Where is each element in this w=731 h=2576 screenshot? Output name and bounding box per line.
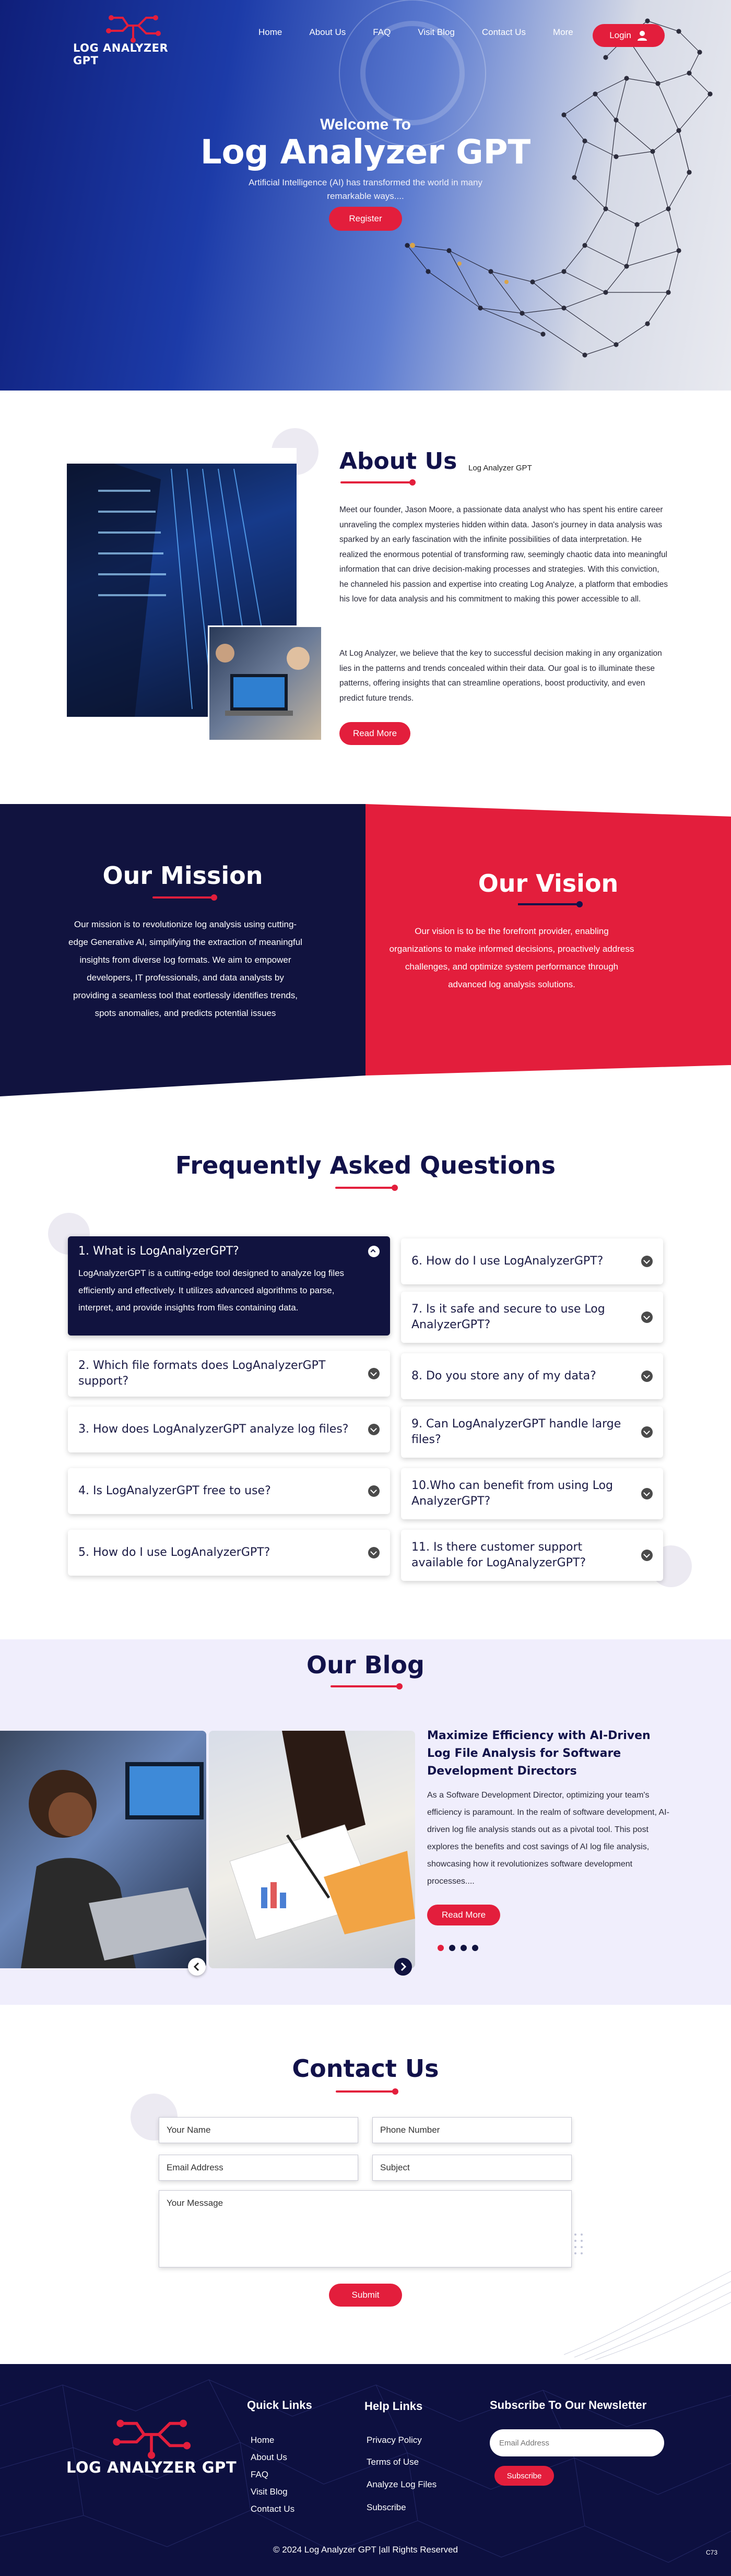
mission-vision-section — [0, 804, 731, 1096]
blog-section — [0, 1639, 731, 2005]
phone-field[interactable] — [372, 2117, 572, 2143]
faq-question: 1. What is LogAnalyzerGPT? — [78, 1245, 239, 1258]
nav-home[interactable]: Home — [258, 27, 282, 37]
faq-question: 5. How do I use LogAnalyzerGPT? — [78, 1546, 270, 1559]
faq-title: Frequently Asked Questions — [175, 1151, 556, 1179]
footer-link-privacy-policy[interactable]: Privacy Policy — [367, 2435, 422, 2445]
subject-field[interactable] — [372, 2155, 572, 2181]
nav-faq[interactable]: FAQ — [373, 27, 391, 37]
carousel-dot[interactable] — [461, 1945, 467, 1951]
arrow-left-icon — [188, 1958, 206, 1976]
blog-image-woman-laptop — [0, 1731, 206, 1968]
user-icon — [636, 30, 648, 41]
chevron-down-icon[interactable] — [368, 1485, 380, 1497]
footer — [0, 2364, 731, 2576]
chevron-down-icon[interactable] — [641, 1256, 653, 1267]
blog-post-title[interactable]: Maximize Efficiency with AI-Driven Log File Analysis for Software Development Directors — [427, 1729, 651, 1778]
blog-post-text: As a Software Development Director, optimizing your team's efficiency is paramount. In the realm of software development, AI-driven log file analysis stands out as a pivotal tool. This post explores the benefits and cost savings of AI log file analysis, showcasing how it revolutionizes software development processes.... — [427, 1791, 669, 1886]
newsletter-email-field[interactable] — [490, 2429, 664, 2456]
faq-answer: LogAnalyzerGPT is a cutting-edge tool designed to analyze log files efficiently and effectively. It utilizes advanced algorithms to parse, interpret, and provide insights from files containing data. — [78, 1268, 345, 1313]
nav-more[interactable]: More — [552, 27, 573, 37]
message-input[interactable] — [159, 2191, 571, 2267]
email-input[interactable] — [159, 2155, 358, 2180]
mission-title: Our Mission — [102, 861, 263, 890]
faq-question: 7. Is it safe and secure to use Log AnalyzerGPT? — [411, 1303, 605, 1331]
faq-question: 6. How do I use LogAnalyzerGPT? — [411, 1255, 604, 1268]
name-field[interactable] — [159, 2117, 358, 2143]
login-label: Login — [609, 30, 631, 40]
about-paragraph-2: At Log Analyzer, we believe that the key to successful decision making in any organization lies in the patterns and trends concealed within their data. Our goal is to illuminate these patterns, offering insights that can streamline operations, boost productivity, and even predict future trends. — [339, 649, 662, 703]
team-working-image — [208, 625, 323, 741]
footer-link-faq[interactable]: FAQ — [251, 2469, 269, 2479]
chevron-down-icon[interactable] — [368, 1368, 380, 1379]
footer-link-about-us[interactable]: About Us — [251, 2452, 287, 2462]
quick-links-title: Quick Links — [247, 2398, 312, 2412]
faq-question: 9. Can LogAnalyzerGPT handle large files? — [411, 1417, 621, 1446]
vision-underline — [518, 903, 580, 905]
blog-underline — [331, 1685, 399, 1687]
faq-item[interactable] — [68, 1407, 390, 1452]
footer-logo[interactable] — [65, 2408, 238, 2476]
chevron-down-icon[interactable] — [368, 1547, 380, 1558]
faq-item[interactable] — [401, 1353, 663, 1399]
footer-link-contact-us[interactable]: Contact Us — [251, 2504, 295, 2514]
about-paragraph-1: Meet our founder, Jason Moore, a passionate data analyst who has spent his entire career unraveling the complex mysteries hidden within data. Jason's journey in data analysis was sparked by an early fascination with the infinite possibilities of data interpretation. He realized the enormous potential of transforming raw, seemingly chaotic data into meaningful information that can drive decision-making processes and strategies. With this conviction, he channeled his passion and expertise into creating Log Analyze, a platform that embodies his love for data analysis and his commitment to making this power accessible to all. — [339, 505, 668, 604]
faq-item[interactable] — [401, 1407, 663, 1458]
about-title-underline — [340, 481, 412, 483]
laptop-graphic — [209, 627, 321, 740]
blog-title: Our Blog — [306, 1651, 425, 1679]
logo[interactable] — [73, 7, 193, 67]
blog-image-charts — [209, 1731, 415, 1968]
faq-question: 4. Is LogAnalyzerGPT free to use? — [78, 1484, 271, 1497]
chevron-down-icon[interactable] — [641, 1488, 653, 1499]
prev-slide-button[interactable] — [188, 1958, 206, 1976]
chevron-down-icon[interactable] — [641, 1370, 653, 1382]
mission-underline — [152, 896, 214, 899]
faq-question: 3. How does LogAnalyzerGPT analyze log files? — [78, 1423, 349, 1436]
newsletter-title: Subscribe To Our Newsletter — [490, 2398, 647, 2412]
dots-wave-decoration — [564, 2229, 731, 2360]
hero-section — [0, 0, 731, 391]
hero-welcome: Welcome To — [320, 116, 411, 133]
blog-read-more-button[interactable]: Read More — [427, 1905, 500, 1925]
faq-question: 8. Do you store any of my data? — [411, 1369, 596, 1382]
mission-text: Our mission is to revolutionize log analysis using cutting-edge Generative AI, simplifying the extraction of meaningful insights from diverse log formats. We aim to empower developers, IT professionals, and data analysts by providing a seamless tool that eortlessly identifies trends, spots anomalies, and predicts potential issues — [68, 919, 302, 1018]
chevron-down-icon[interactable] — [641, 1550, 653, 1561]
message-field[interactable] — [159, 2190, 572, 2267]
faq-item[interactable] — [68, 1468, 390, 1514]
faq-item-expanded[interactable] — [68, 1236, 390, 1336]
next-slide-button[interactable] — [394, 1958, 412, 1976]
documents-charts-graphic — [209, 1731, 415, 1968]
contact-title: Contact Us — [292, 2054, 439, 2083]
carousel-dot[interactable] — [449, 1945, 455, 1951]
nav-visit-blog[interactable]: Visit Blog — [418, 27, 455, 37]
chevron-down-icon[interactable] — [641, 1426, 653, 1438]
woman-laptop-graphic — [0, 1731, 206, 1968]
footer-link-subscribe[interactable]: Subscribe — [367, 2502, 406, 2512]
footer-logo-text: LOG ANALYZER GPT — [66, 2459, 237, 2476]
footer-link-visit-blog[interactable]: Visit Blog — [251, 2487, 288, 2497]
faq-item[interactable] — [68, 1351, 390, 1397]
faq-question: 10.Who can benefit from using Log AnalyzerGPT? — [411, 1479, 614, 1508]
help-links-title: Help Links — [364, 2400, 423, 2413]
hero-subtitle: Artificial Intelligence (AI) has transformed the world in many remarkable ways.... — [249, 178, 482, 201]
phone-input[interactable] — [373, 2118, 571, 2143]
carousel-dots — [438, 1945, 478, 1951]
logo-text: LOG ANALYZER GPT — [73, 42, 169, 67]
faq-underline — [335, 1187, 395, 1189]
logo-circuit-icon — [107, 2408, 196, 2461]
main-nav — [258, 27, 600, 38]
nav-contact-us[interactable]: Contact Us — [481, 27, 526, 37]
vision-title: Our Vision — [478, 869, 619, 897]
carousel-dot-active[interactable] — [438, 1945, 444, 1951]
faq-item[interactable] — [401, 1468, 663, 1519]
email-field[interactable] — [159, 2155, 358, 2181]
arrow-right-icon — [394, 1958, 412, 1976]
chevron-down-icon[interactable] — [641, 1311, 653, 1323]
about-title: About Us — [339, 448, 457, 475]
subscribe-button[interactable]: Subscribe — [494, 2466, 554, 2486]
faq-item[interactable] — [68, 1530, 390, 1576]
nav-about-us[interactable]: About Us — [309, 27, 346, 37]
about-tag: Log Analyzer GPT — [468, 464, 532, 472]
logo-circuit-icon — [102, 7, 164, 44]
contact-underline — [336, 2090, 395, 2093]
register-button[interactable]: Register — [329, 207, 402, 231]
faq-question: 2. Which file formats does LogAnalyzerGPT support? — [78, 1359, 326, 1388]
chevron-down-icon[interactable] — [368, 1424, 380, 1435]
carousel-dot[interactable] — [472, 1945, 478, 1951]
login-button[interactable] — [593, 24, 665, 47]
footer-link-home[interactable]: Home — [251, 2435, 275, 2445]
faq-item[interactable] — [401, 1530, 663, 1581]
newsletter-email-input[interactable] — [490, 2429, 664, 2456]
vision-text: Our vision is to be the forefront provider, enabling organizations to make informed decisions, proactively address challenges, and optimize system performance through advanced log analysis solutions. — [389, 926, 634, 989]
chevron-up-icon[interactable] — [368, 1246, 380, 1257]
footer-link-terms-of-use[interactable]: Terms of Use — [367, 2457, 419, 2467]
corner-badge: C73 — [706, 2549, 718, 2556]
subject-input[interactable] — [373, 2155, 571, 2180]
copyright: © 2024 Log Analyzer GPT |all Rights Reserved — [273, 2545, 458, 2555]
vision-underline-dot — [576, 901, 583, 907]
name-input[interactable] — [159, 2118, 358, 2143]
about-read-more-button[interactable]: Read More — [339, 722, 410, 745]
faq-question: 11. Is there customer support available for LogAnalyzerGPT? — [411, 1541, 586, 1569]
hero-title: Log Analyzer GPT — [200, 133, 531, 172]
submit-button[interactable]: Submit — [329, 2284, 402, 2307]
faq-item[interactable] — [401, 1238, 663, 1284]
footer-link-analyze-log-files[interactable]: Analyze Log Files — [367, 2479, 437, 2489]
faq-item[interactable] — [401, 1292, 663, 1343]
